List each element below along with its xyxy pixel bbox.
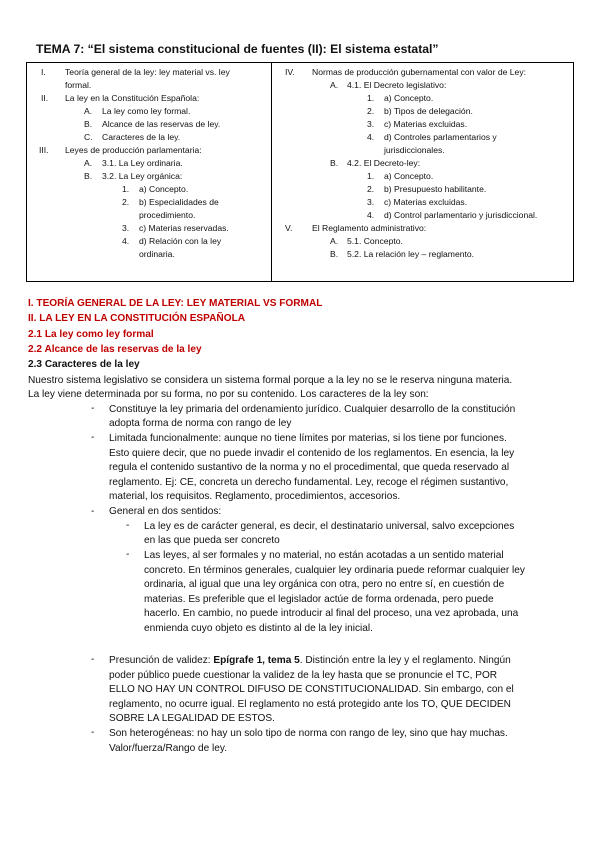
bullet-line (109, 654, 514, 669)
sub-bullet-leyes-formales (144, 549, 525, 637)
toc-right-number: 4. (367, 132, 375, 142)
toc-right-entry: a) Concepto. (384, 171, 434, 181)
toc-left-number: A. (84, 106, 93, 116)
toc-right-entry: 4.1. El Decreto legislativo: (347, 80, 447, 90)
toc-left-number: 3. (122, 223, 130, 233)
bullet-dash: - (91, 727, 95, 738)
toc-left-entry: Caracteres de la ley. (102, 132, 181, 142)
bullet-line: materias. Es preferible que el legislador actúe de forma ordenada, pero puede (144, 593, 494, 605)
toc-right-entry: El Reglamento administrativo: (312, 223, 427, 233)
toc-left-entry: Teoría general de la ley: ley material vs. ley (65, 67, 230, 77)
bullet-line: Valor/fuerza/Rango de ley. (109, 742, 228, 754)
bullet-text: Presunción de validez: (109, 655, 214, 666)
toc-left-number: C. (84, 132, 93, 142)
bullet-heterogeneas (109, 727, 508, 756)
bullet-line: SOBRE LA LEGALIDAD DE ESTOS. (109, 713, 275, 725)
intro-line: La ley viene determinada por su forma, no por su contenido. Los caracteres de la ley son: (28, 389, 429, 401)
sub-bullet-dash: - (126, 520, 130, 531)
toc-right-number: 3. (367, 197, 375, 207)
toc-left-entry: Leyes de producción parlamentaria: (65, 145, 202, 155)
bullet-text: . Distinción entre la ley y el reglamento. Ningún (299, 655, 511, 666)
toc-right-entry: a) Concepto. (384, 93, 434, 103)
toc-left-entry: La ley como ley formal. (102, 106, 191, 116)
bullet-limitada-funcionalmente (109, 432, 514, 505)
table-of-contents (26, 62, 574, 282)
toc-left-entry: La ley en la Constitución Española: (65, 93, 200, 103)
intro-line: Nuestro sistema legislativo se considera un sistema formal porque a la ley no se le reserva ninguna materia. (28, 375, 513, 386)
sub-bullet-caracter-general (144, 520, 514, 549)
sub-bullet-dash: - (126, 549, 130, 560)
toc-right-entry: d) Control parlamentario y jurisdiccional. (384, 210, 538, 220)
toc-right-number: IV. (285, 67, 295, 77)
bullet-line: enmienda cuyo objeto es distinto al de la ley inicial. (144, 622, 373, 634)
bullet-line: Constituye la ley primaria del ordenamiento jurídico. Cualquier desarrollo de la constitución (109, 404, 516, 415)
toc-right-entry: 5.2. La relación ley – reglamento. (347, 249, 475, 259)
toc-right-number: 3. (367, 119, 375, 129)
toc-left-entry: procedimiento. (139, 210, 196, 220)
toc-right-entry: c) Materias excluidas. (384, 119, 468, 129)
toc-left-entry: Alcance de las reservas de ley. (102, 119, 221, 129)
bullet-line: adopta forma de norma con rango de ley (109, 418, 292, 430)
bullet-general: General en dos sentidos: (109, 506, 222, 517)
bullet-line: en las que pueda ser concreto (144, 535, 280, 547)
toc-right-entry: 4.2. El Decreto-ley: (347, 158, 421, 168)
toc-left-number: 2. (122, 197, 130, 207)
toc-right-number: A. (330, 80, 339, 90)
bullet-line: material, los requisitos. Reglamento, procedimientos, accesorios. (109, 491, 401, 503)
toc-divider (271, 63, 272, 281)
bullet-line: reglamento. Ej: CE, concreta un derecho fundamental. Ley, recoge el régimen sustantivo, (109, 476, 509, 488)
heading-caracteres: 2.3 Caracteres de la ley (28, 359, 140, 370)
bullet-presuncion-validez (109, 654, 514, 727)
bullet-line: reglamento, no ocurre igual. El reglamento no está protegido ante los TO, QUE DECIDEN (109, 698, 511, 710)
heading-teoria-general: I. TEORÍA GENERAL DE LA LEY: LEY MATERIAL VS FORMAL (28, 298, 323, 309)
toc-left-number: I. (41, 67, 46, 77)
toc-right-number: 1. (367, 171, 375, 181)
toc-right-number: 4. (367, 210, 375, 220)
toc-left-number: 1. (122, 184, 130, 194)
bullet-line: Son heterogéneas: no hay un solo tipo de norma con rango de ley, sino que hay muchas. (109, 728, 508, 739)
toc-right-entry: jurisdiccionales. (384, 145, 445, 155)
toc-left-entry: c) Materias reservadas. (139, 223, 229, 233)
toc-left-entry: a) Concepto. (139, 184, 189, 194)
heading-alcance-reservas: 2.2 Alcance de las reservas de la ley (28, 344, 202, 355)
bullet-line: Esto quiere decir, que no puede invadir el contenido de los reglamentos. En esencia, la ley (109, 447, 515, 459)
bullet-dash: - (91, 403, 95, 414)
bullet-ley-primaria (109, 403, 515, 431)
toc-left-number: III. (39, 145, 49, 155)
heading-ley-formal: 2.1 La ley como ley formal (28, 329, 154, 340)
toc-left-number: II. (41, 93, 49, 103)
bullet-line: concreto. En términos generales, cualquier ley ordinaria puede reformar cualquier ley (144, 564, 525, 576)
toc-left-entry: d) Relación con la ley (139, 236, 222, 246)
toc-left-entry: formal. (65, 80, 92, 90)
bullet-bold-ref: Epígrafe 1, tema 5 (213, 655, 300, 666)
bullet-line: ordinaria, al igual que una ley orgánica con otra, pero no entre sí, en cuestión de (144, 579, 505, 591)
toc-right-number: A. (330, 236, 339, 246)
toc-left-number: A. (84, 158, 93, 168)
toc-left-number: B. (84, 119, 93, 129)
toc-right-entry: Normas de producción gubernamental con valor de Ley: (312, 67, 527, 77)
bullet-dash: - (91, 506, 95, 517)
toc-right-number: B. (330, 249, 339, 259)
toc-left-entry: 3.1. La Ley ordinaria. (102, 158, 183, 168)
toc-left-number: 4. (122, 236, 130, 246)
toc-right-number: B. (330, 158, 339, 168)
toc-right-entry: d) Controles parlamentarios y (384, 132, 497, 142)
toc-left-entry: b) Especialidades de (139, 197, 219, 207)
intro-paragraph (28, 374, 512, 402)
toc-right-number: 1. (367, 93, 375, 103)
heading-ley-constitucion: II. LA LEY EN LA CONSTITUCIÓN ESPAÑOLA (28, 313, 246, 324)
bullet-line: Las leyes, al ser formales y no material, no están acotadas a un sentido material (144, 550, 504, 561)
bullet-line: ELLO NO HAY UN CONTROL DIFUSO DE CONSTITUCIONALIDAD. Sin embargo, con el (109, 684, 514, 696)
toc-right-entry: c) Materias excluidas. (384, 197, 468, 207)
toc-left-entry: 3.2. La Ley orgánica: (102, 171, 183, 181)
toc-left-number: B. (84, 171, 93, 181)
page-title: TEMA 7: “El sistema constitucional de fuentes (II): El sistema estatal” (36, 42, 439, 56)
toc-left-entry: ordinaria. (139, 249, 175, 259)
bullet-line: regula el contenido sustantivo de la norma y no el procedimental, que queda reservado al (109, 462, 510, 474)
toc-right-entry: 5.1. Concepto. (347, 236, 403, 246)
toc-right-entry: b) Tipos de delegación. (384, 106, 473, 116)
bullet-line: hacerlo. En cambio, no puede introducir al final del proceso, una vez aprobada, una (144, 608, 519, 620)
toc-right-entry: b) Presupuesto habilitante. (384, 184, 487, 194)
toc-right-number: 2. (367, 184, 375, 194)
bullet-line: Limitada funcionalmente: aunque no tiene límites por materias, si los tiene por funciones. (109, 433, 507, 444)
bullet-line: poder público puede cuestionar la validez de la ley hasta que se pronuncie el TC, POR (109, 669, 498, 681)
bullet-dash: - (91, 654, 95, 665)
bullet-line: La ley es de carácter general, es decir, el destinatario universal, salvo excepciones (144, 521, 515, 532)
toc-right-number: 2. (367, 106, 375, 116)
bullet-dash: - (91, 432, 95, 443)
toc-right-number: V. (285, 223, 293, 233)
